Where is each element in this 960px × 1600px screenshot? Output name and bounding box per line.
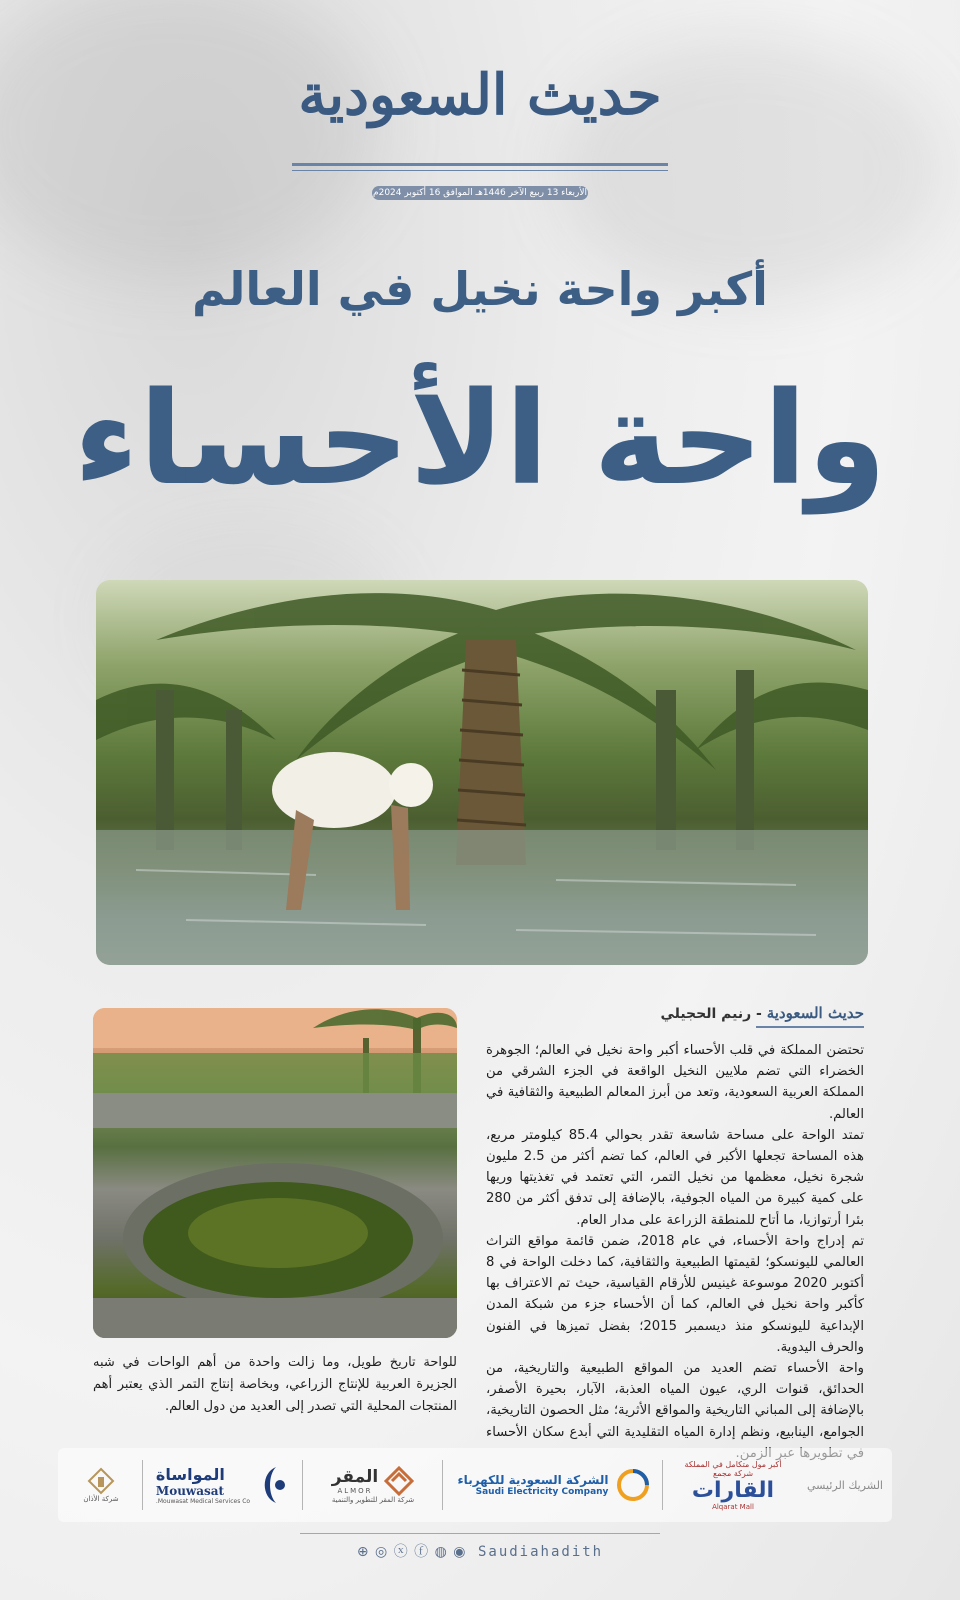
article-paragraph: واحة الأحساء تضم العديد من المواقع الطبيعية والتاريخية، من الحدائق، قنوات الري، عيون المياه العذبة، الآبار، بحيرة الأصفر، بالإضافة إلى المباني التاريخية والمواقع الأثرية؛ مثل الحصون التاريخية، الجوامع، الينابيع، ونظم إدارة المياه التقليدية التي أبدع سكان الأحساء — [486, 1361, 864, 1440]
masthead-rule-thin — [292, 170, 668, 171]
sponsor-almor-ar: المقر — [331, 1467, 379, 1487]
article-paragraph: تمتد الواحة على مساحة شاسعة تقدر بحوالي 85.4 كيلومتر مربع، هذه المساحة تجعلها الأكبر في العالم، كما تضم أكثر من 2.5 مليون شجرة نخيل، معظمها من نخيل التمر، التي تعتمد في تغذيتها وريها على كمية كبيرة من المياه الجوفية، بالإضافة إلى تدفق أكثر من 280 بئرا أرتوازيا، ما أتاح للمنطقة الزراعة على مدار العام. — [486, 1127, 864, 1228]
masthead-rule — [292, 163, 668, 166]
snapchat-icon[interactable]: ◍ — [434, 1544, 448, 1560]
date-bar: الأربعاء 13 ربيع الآخر 1446هـ الموافق 16 أكتوبر 2024م — [373, 188, 587, 198]
sponsor-sec-en: Saudi Electricity Company — [475, 1487, 609, 1497]
byline-author: - رنيم الحجيلي — [660, 1006, 762, 1022]
almor-logo-icon — [384, 1466, 414, 1496]
sponsor-mouwasat-text — [156, 1465, 250, 1505]
byline-brand: حديث السعودية — [766, 1004, 864, 1022]
sponsor-almor-text — [332, 1467, 378, 1495]
sponsor-alqarat-sub: شركة مجمع — [712, 1468, 754, 1478]
photo-caption: للواحة تاريخ طويل، وما زالت واحدة من أهم الواحات في شبه الجزيرة العربية للإنتاج الزراعي، وبخاصة إنتاج التمر الذي يعتبر أهم المنتجات المحلية التي تصدر إلى العديد من دول العالم. — [93, 1355, 457, 1414]
globe-icon[interactable]: ⊕ — [356, 1544, 370, 1560]
sponsor-almor-en: ALMOR — [337, 1487, 373, 1495]
sponsor-sec-ar: الشركة السعودية للكهرباء — [457, 1473, 609, 1487]
sponsor-alqarat-en: Alqarat Mall — [712, 1502, 754, 1511]
sponsor-mouwasat[interactable] — [148, 1448, 298, 1522]
sponsor-divider — [662, 1460, 663, 1510]
sponsor-almor-sub: شركة المقر للتطوير والتنمية — [331, 1496, 415, 1504]
sponsor-last[interactable] — [64, 1448, 138, 1522]
sponsor-alqarat-name: القارات — [691, 1477, 775, 1503]
facebook-icon[interactable]: ⓕ — [414, 1544, 430, 1560]
social-handles — [0, 1541, 960, 1561]
article-paragraph: تم إدراج واحة الأحساء، في عام 2018، ضمن قائمة مواقع التراث العالمي لليونسكو؛ لقيمتها الطبيعية والثقافية، كما دخلت الواحة في 8 أكتوبر 2020 موسوعة غينيس للأرقام القياسية، حيث تم الاعتراف بها كأكبر واحة نخيل في العالم، كما أن الأحساء جزء من شبكة المدن الإبداعية لليونسكو منذ ديسمبر 2015؛ بفضل تميزها في الفنون والحرف اليدوية. — [486, 1233, 865, 1355]
footer-rule — [300, 1533, 660, 1534]
article-body — [486, 1040, 864, 1464]
sponsor-alqarat-tag: أكبر مول متكامل في المملكة — [684, 1459, 782, 1469]
sponsor-divider — [142, 1460, 143, 1510]
sponsor-divider — [442, 1460, 443, 1510]
pool-photo-illustration — [93, 1008, 457, 1338]
sponsor-mouwasat-ar: المواساة — [155, 1465, 225, 1484]
byline-rule — [756, 1026, 864, 1028]
sponsor-divider — [302, 1460, 303, 1510]
mouwasat-logo-icon — [256, 1465, 290, 1505]
byline — [660, 1004, 864, 1022]
social-handle[interactable]: Saudiahadith — [477, 1544, 604, 1560]
pool-photo — [93, 1008, 457, 1338]
sponsors-strip — [58, 1448, 892, 1522]
masthead — [0, 55, 960, 135]
background-cloud — [0, 0, 380, 280]
hero-photo — [96, 580, 868, 965]
sponsor-sec[interactable] — [448, 1448, 660, 1522]
tiktok-icon[interactable]: ◉ — [453, 1544, 467, 1560]
sec-logo-icon — [616, 1468, 650, 1502]
article-paragraph: تحتضن المملكة في قلب الأحساء أكبر واحة نخيل في العالم؛ الجوهرة الخضراء التي تضم ملايين النخيل الواقعة في الجزء الشرقي من المملكة العربية السعودية، وتعد من أبرز المعالم الطبيعية والثقافية في العالم. — [486, 1043, 864, 1122]
sponsor-almor[interactable] — [308, 1448, 438, 1522]
main-partner-label-cell — [798, 1448, 892, 1522]
mosque-logo-icon — [87, 1467, 115, 1495]
sponsor-alqarat[interactable] — [668, 1448, 798, 1522]
sponsor-mouwasat-sub: Mouwasat Medical Services Co. — [155, 1498, 251, 1505]
headline-subtitle: أكبر واحة نخيل في العالم — [192, 262, 768, 316]
sponsor-almor-row — [332, 1466, 414, 1496]
headline-title: واحة الأحساء — [73, 365, 887, 514]
sponsor-last-name: شركة الأذان — [83, 1495, 119, 1503]
masthead-logo: حديث السعودية — [298, 62, 662, 128]
sponsor-sec-text — [458, 1473, 609, 1497]
sponsor-mouwasat-en: Mouwasat — [155, 1484, 225, 1498]
main-partner-label: الشريك الرئيسي — [807, 1478, 883, 1492]
hero-photo-illustration — [96, 580, 868, 965]
x-icon[interactable]: ⓧ — [393, 1544, 409, 1560]
instagram-icon[interactable]: ◎ — [375, 1544, 389, 1560]
